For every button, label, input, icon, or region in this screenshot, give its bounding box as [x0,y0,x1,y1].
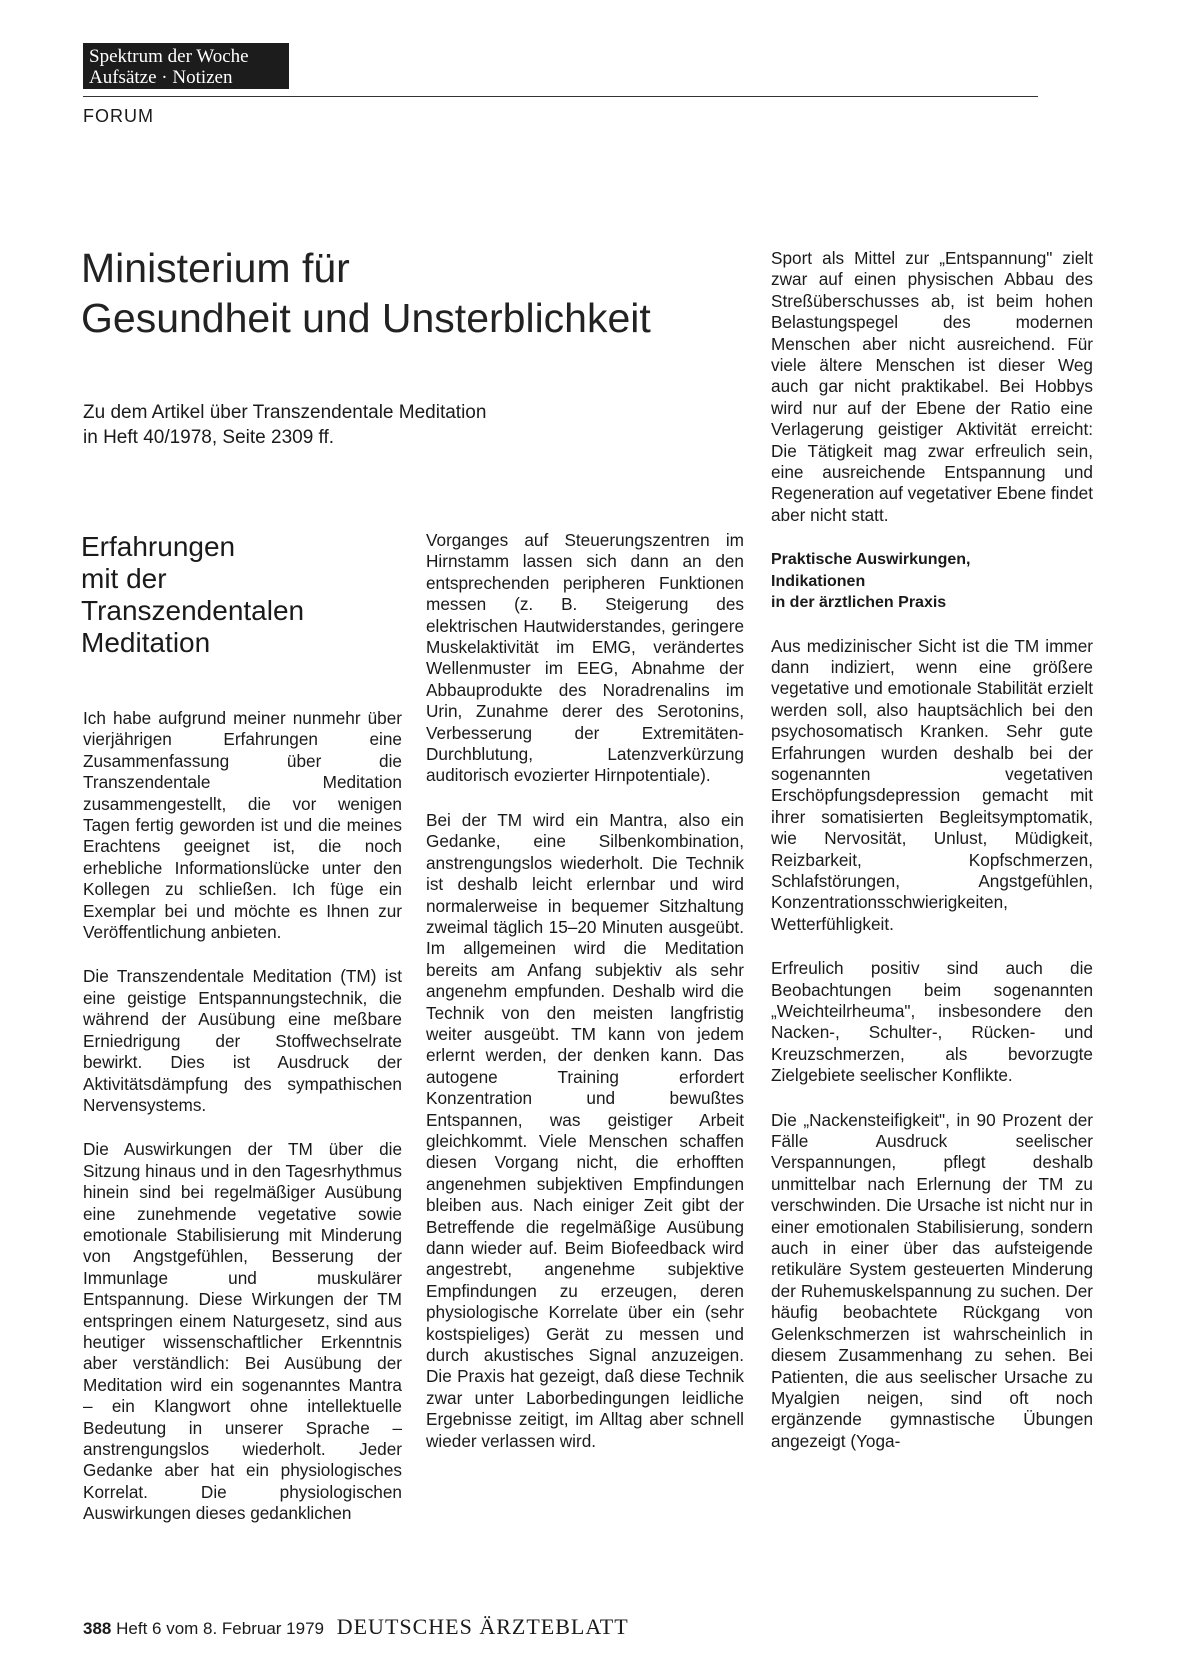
body-paragraph: Sport als Mittel zur „Entspannung" zielt zwar auf einen physischen Abbau des Streßüberschusses ab, ist beim hohen Belastungspegel des modernen Menschen aber nicht ausreichend. Für viele ältere Menschen ist dieser Weg auch gar nicht praktikabel. Bei Hobbys wird nur auf der Ebene der Ratio eine Verlagerung geistiger Aktivität erreicht: Die Tätigkeit mag zwar erfreulich sein, eine ausreichende Entspannung und Regeneration auf vegetativer Ebene findet aber nicht statt. [771,248,1094,525]
badge-line-2: Aufsätze · Notizen [89,67,233,88]
text-column-3 [771,248,1093,1475]
section-heading [771,549,1093,613]
title-line-1: Ministerium für [81,245,350,291]
badge-line-1: Spektrum der Woche [89,46,249,67]
body-paragraph: Aus medizinischer Sicht ist die TM immer dann indiziert, wenn eine größere vegetative und emotionale Stabilität erzielt werden soll, also hauptsächlich bei den psychosomatisch Kranken. Sehr gute Erfahrungen wurden deshalb bei der sogenannten vegetativen Erschöpfungsdepression gemacht mit ihrer somatisierten Begleitsymptomatik, wie Nervosität, Unlust, Müdigkeit, Reizbarkeit, Kopfschmerzen, Schlafstörungen, Angstgefühlen, Konzentrationsschwierigkeiten, Wetterfühligkeit. [771,635,1093,934]
letter-subhead [81,531,304,659]
body-paragraph: Bei der TM wird ein Mantra, also ein Gedanke, eine Silbenkombination, anstrengungslos wiederholt. Die Technik ist deshalb leicht erlernbar und wird normalerweise in bequemer Sitzhaltung zweimal täglich 15–20 Minuten ausgeübt. Im allgemeinen wird die Meditation bereits am Anfang subjektiv als sehr angenehm empfunden. Deshalb wird die Technik von den meisten langfristig weiter ausgeübt. TM kann von jedem erlernt werden, der denken kann. Das autogene Training erfordert Konzentration und bewußtes Entspannen, was geistiger Arbeit gleichkommt. Viele Menschen schaffen diesen Vorgang nicht, die erhofften angenehmen subjektiven Empfindungen bleiben aus. Nach einiger Zeit gibt der Betreffende die regelmäßige Ausübung dann wieder auf. Beim Biofeedback wird angestrebt, angenehme subjektive Empfindungen zu erzeugen, deren physiologische Korrelate über ein (sehr kostspieliges) Gerät zu messen und durch akustisches Signal anzuzeigen. Die Praxis hat gezeigt, daß diese Technik zwar unter Laborbedingungen leidliche Ergebnisse zeitigt, im Alltag aber schnell wieder verlassen wird. [426,809,744,1451]
subhead-line: Meditation [81,627,211,658]
text-column-2 [426,530,744,1475]
header-rule [83,96,1038,97]
heading-line: Indikationen [771,572,866,590]
issue-info: Heft 6 vom 8. Februar 1979 [116,1619,324,1638]
article-title [81,243,651,343]
body-paragraph: Erfreulich positiv sind auch die Beobachtungen beim sogenannten „Weichteilrheuma", insbesondere den Nacken-, Schulter-, Rücken- und Kreuzschmerzen, als bevorzugte Zielgebiete seelischer Konflikte. [771,958,1093,1086]
subhead-line: Transzendentalen [81,595,305,626]
journal-name: DEUTSCHES ÄRZTEBLATT [336,1614,629,1639]
body-paragraph: Die „Nackensteifigkeit", in 90 Prozent der Fälle Ausdruck seelischer Verspannungen, pflegt deshalb unmittelbar nach Erlernung der TM zu verschwinden. Die Ursache ist nicht nur in einer emotionalen Stabilisierung, sondern auch in einer über das aufsteigende retikuläre System gesteuerten Minderung der Ruhemuskelspannung zu suchen. Der häufig beobachtete Rückgang von Gelenkschmerzen ist wahrscheinlich in diesem Zusammenhang zu sehen. Bei Patienten, die aus seelischer Ursache zu Myalgien neigen, sind oft noch ergänzende gymnastische Übungen angezeigt (Yoga- [771,1109,1093,1451]
reference-line-1: Zu dem Artikel über Transzendentale Meditation [83,402,487,423]
subhead-line: Erfahrungen [81,531,236,562]
body-paragraph: Vorganges auf Steuerungszentren im Hirnstamm lassen sich dann an den entsprechenden peripheren Funktionen messen (z. B. Steigerung des elektrischen Hautwiderstandes, geringere Muskelaktivität im EMG, verändertes Wellenmuster im EEG, Abnahme der Abbauprodukte des Noradrenalins im Urin, Zunahme derer des Serotonins, Verbesserung der Extremitäten-Durchblutung, Latenzverkürzung auditorisch evozierter Hirnpotentiale). [426,530,744,786]
page-footer [83,1614,629,1640]
body-paragraph: Ich habe aufgrund meiner nunmehr über vierjährigen Erfahrungen eine Zusammenfassung über die Transzendentale Meditation zusammengestellt, die vor wenigen Tagen fertig geworden ist und die meines Erachtens geeignet ist, die noch erhebliche Informationslücke unter den Kollegen zu schließen. Ich füge ein Exemplar bei und möchte es Ihnen zur Veröffentlichung anbieten. [83,708,402,943]
reference-line-2: in Heft 40/1978, Seite 2309 ff. [83,427,335,448]
section-badge [83,43,289,89]
title-line-2: Gesundheit und Unsterblichkeit [81,295,651,341]
section-label: FORUM [83,106,154,126]
page-number: 388 [83,1619,112,1638]
heading-line: Praktische Auswirkungen, [771,551,971,569]
text-column-1 [83,708,402,1548]
body-paragraph: Die Auswirkungen der TM über die Sitzung hinaus und in den Tagesrhythmus hinein sind bei regelmäßiger Ausübung eine zunehmende vegetative sowie emotionale Stabilisierung mit Minderung von Angstgefühlen, Besserung der Immunlage und muskulärer Entspannung. Diese Wirkungen der TM entspringen einem Naturgesetz, sind aus heutiger wissenschaftlicher Erkenntnis aber verständlich: Bei Ausübung der Meditation wird ein sogenanntes Mantra – ein Klangwort ohne intellektuelle Bedeutung in unserer Sprache – anstrengungslos wiederholt. Jeder Gedanke aber hat ein physiologisches Korrelat. Die physiologischen Auswirkungen dieses gedanklichen [83,1139,402,1524]
heading-line: in der ärztlichen Praxis [771,594,947,612]
body-paragraph: Die Transzendentale Meditation (TM) ist eine geistige Entspannungstechnik, die während der Ausübung eine meßbare Erniedrigung der Stoffwechselrate bewirkt. Dies ist Ausdruck der Aktivitätsdämpfung des sympathischen Nervensystems. [83,966,402,1115]
article-reference [83,400,486,450]
subhead-line: mit der [81,563,167,594]
